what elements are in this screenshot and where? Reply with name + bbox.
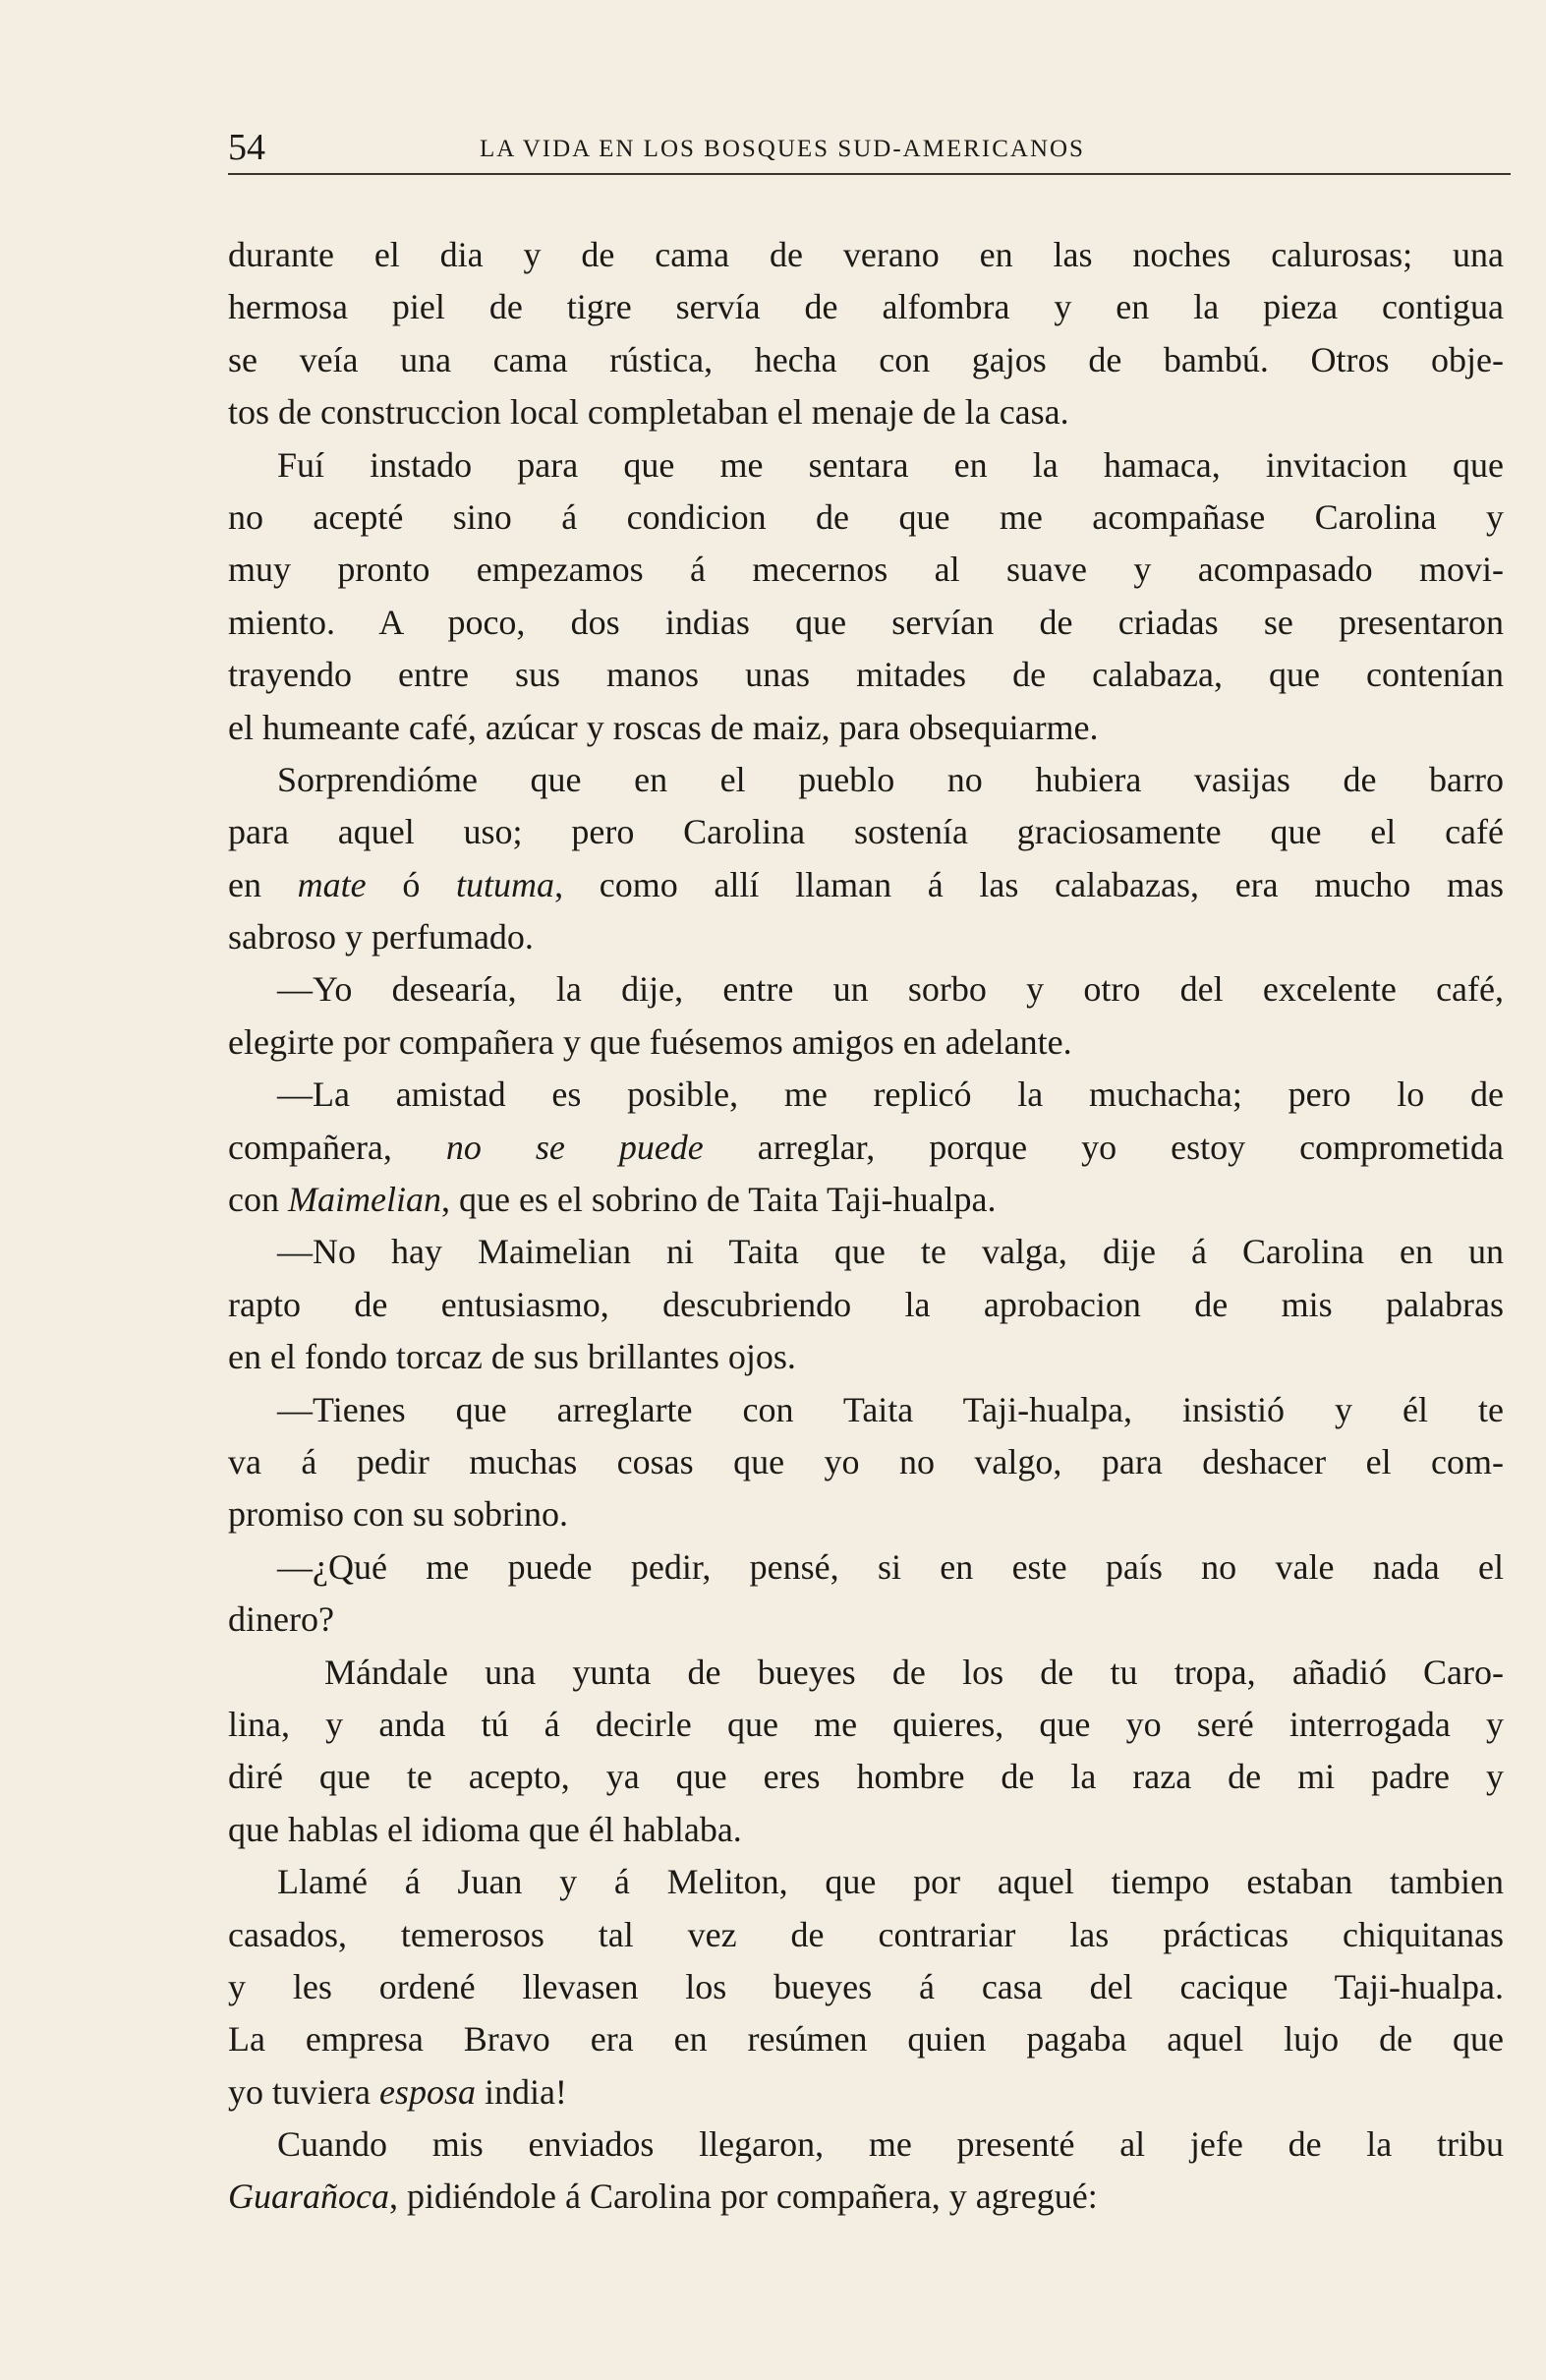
text-line xyxy=(228,2171,1504,2223)
text-run: con xyxy=(228,1180,288,1220)
italic-term: Guarañoca xyxy=(228,2177,389,2217)
text-line: Fuí instado para que me sentara en la hamaca, invitacion que xyxy=(277,444,1504,485)
text-line: rapto de entusiasmo, descubriendo la aprobacion de mis palabras xyxy=(228,1284,1504,1324)
text-line: y les ordené llevasen los bueyes á casa del cacique Taji-hualpa. xyxy=(228,1966,1504,2006)
text-run: yo tuviera xyxy=(228,2071,379,2112)
text-line: La empresa Bravo era en resúmen quien pagaba aquel lujo de que xyxy=(228,2019,1504,2060)
text-line: lina, y anda tú á decirle que me quieres, que yo seré interrogada y xyxy=(228,1704,1504,1744)
text-line: que hablas el idioma que él hablaba. xyxy=(228,1809,742,1849)
text-line: durante el dia y de cama de verano en las noches calurosas; una xyxy=(228,235,1504,274)
italic-term: Maimelian xyxy=(287,1180,441,1220)
page-number: 54 xyxy=(228,127,265,168)
text-line: en el fondo torcaz de sus brillantes ojos. xyxy=(228,1337,796,1377)
text-line: Mándale una yunta de bueyes de los de tu tropa, añadió Caro- xyxy=(324,1652,1504,1692)
text-line xyxy=(228,2066,1504,2119)
text-line xyxy=(228,859,1504,911)
text-line: Cuando mis enviados llegaron, me presenté al jefe de la tribu xyxy=(277,2124,1504,2165)
text-line: —Yo desearía, la dije, entre un sorbo y otro del excelente café, xyxy=(277,969,1504,1010)
text-line: —¿Qué me puede pedir, pensé, si en este país no vale nada el xyxy=(277,1546,1504,1587)
text-run: en xyxy=(228,864,298,904)
body-text xyxy=(228,229,1504,2224)
text-line xyxy=(228,1174,1504,1226)
text-line: —No hay Maimelian ni Taita que te valga, dije á Carolina en un xyxy=(277,1232,1504,1272)
italic-term: no se puede xyxy=(445,1127,704,1167)
text-line: elegirte por compañera y que fuésemos amigos en adelante. xyxy=(228,1021,1072,1062)
text-line xyxy=(228,1122,1504,1174)
text-run: , pidiéndole á Carolina por compañera, y agregué: xyxy=(389,2177,1098,2217)
text-run: compañera, xyxy=(228,1127,446,1167)
text-line: muy pronto empezamos á mecernos al suave y acompasado movi- xyxy=(228,550,1504,590)
text-line: trayendo entre sus manos unas mitades de calabaza, que contenían xyxy=(228,655,1504,695)
text-line: Llamé á Juan y á Meliton, que por aquel tiempo estaban tambien xyxy=(277,1862,1504,1902)
text-line: promiso con su sobrino. xyxy=(228,1494,568,1535)
text-run: arreglar, porque yo estoy comprometida xyxy=(703,1127,1504,1167)
text-line: tos de construccion local completaban el menaje de la casa. xyxy=(228,392,1069,433)
text-line: miento. A poco, dos indias que servían de criadas se presentaron xyxy=(228,602,1504,642)
running-head: LA VIDA EN LOS BOSQUES SUD-AMERICANOS xyxy=(480,136,1085,162)
text-line: para aquel uso; pero Carolina sostenía graciosamente que el café xyxy=(228,812,1504,852)
text-line: casados, temerosos tal vez de contrariar las prácticas chiquitanas xyxy=(228,1914,1504,1954)
text-run: ó xyxy=(366,864,457,904)
text-line: dinero? xyxy=(228,1599,334,1640)
text-run: , que es el sobrino de Taita Taji-hualpa. xyxy=(440,1180,997,1220)
italic-term: tutuma xyxy=(456,864,555,904)
text-line: —La amistad es posible, me replicó la muchacha; pero lo de xyxy=(277,1074,1504,1115)
text-run: india! xyxy=(475,2071,567,2112)
text-line: Sorprendióme que en el pueblo no hubiera vasijas de barro xyxy=(277,759,1504,799)
text-line: hermosa piel de tigre servía de alfombra y en la pieza contigua xyxy=(228,287,1504,327)
text-line: diré que te acepto, ya que eres hombre de la raza de mi padre y xyxy=(228,1757,1504,1797)
text-line: no acepté sino á condicion de que me acompañase Carolina y xyxy=(228,496,1504,537)
italic-term: mate xyxy=(297,864,367,904)
text-line: va á pedir muchas cosas que yo no valgo, para deshacer el com- xyxy=(228,1441,1504,1481)
text-line: el humeante café, azúcar y roscas de maiz, para obsequiarme. xyxy=(228,707,1099,747)
text-line: se veía una cama rústica, hecha con gajos de bambú. Otros obje- xyxy=(228,339,1504,379)
italic-term: esposa xyxy=(378,2071,476,2112)
text-line: sabroso y perfumado. xyxy=(228,917,534,958)
text-line: —Tienes que arreglarte con Taita Taji-hualpa, insistió y él te xyxy=(277,1389,1504,1429)
text-run: , como allí llaman á las calabazas, era mucho mas xyxy=(554,864,1504,904)
page-header xyxy=(228,122,1511,175)
